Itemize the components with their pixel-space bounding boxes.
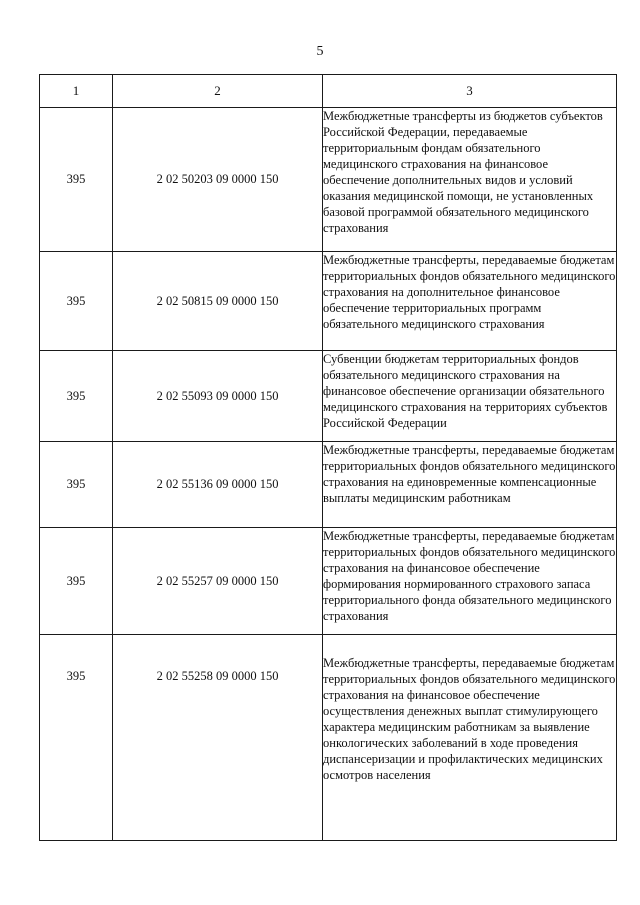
column-header-3: 3 xyxy=(323,75,617,108)
description-cell: Межбюджетные трансферты, передаваемые бюджетам территориальных фондов обязательного медицинского страхования на дополнительное финансовое обеспечение территориальных программ обязательного медицинского страхования xyxy=(323,252,617,351)
budget-code-cell: 2 02 50203 09 0000 150 xyxy=(113,108,323,252)
budget-code-cell: 2 02 55258 09 0000 150 xyxy=(113,635,323,841)
table-row xyxy=(40,528,617,635)
admin-code-cell: 395 xyxy=(40,108,113,252)
admin-code-cell: 395 xyxy=(40,442,113,528)
table-row xyxy=(40,351,617,442)
admin-code-cell: 395 xyxy=(40,528,113,635)
admin-code-cell: 395 xyxy=(40,252,113,351)
description-cell: Межбюджетные трансферты из бюджетов субъектов Российской Федерации, передаваемые территориальным фондам обязательного медицинского страхования на финансовое обеспечение дополнительных видов и условий оказания медицинской помощи, не установленных базовой программой обязательного медицинского страхования xyxy=(323,108,617,252)
admin-code-cell: 395 xyxy=(40,635,113,841)
column-header-1: 1 xyxy=(40,75,113,108)
budget-code-cell: 2 02 50815 09 0000 150 xyxy=(113,252,323,351)
budget-code-cell: 2 02 55136 09 0000 150 xyxy=(113,442,323,528)
table-row xyxy=(40,635,617,841)
table-row xyxy=(40,252,617,351)
description-cell: Субвенции бюджетам территориальных фондов обязательного медицинского страхования на финансовое обеспечение организации обязательного медицинского страхования на территориях субъектов Российской Федерации xyxy=(323,351,617,442)
table-row xyxy=(40,442,617,528)
table-header-row xyxy=(40,75,617,108)
budget-code-cell: 2 02 55093 09 0000 150 xyxy=(113,351,323,442)
page-number: 5 xyxy=(316,44,324,59)
budget-codes-table xyxy=(39,74,617,841)
description-cell: Межбюджетные трансферты, передаваемые бюджетам территориальных фондов обязательного медицинского страхования на финансовое обеспечение осуществления денежных выплат стимулирующего характера медицинским работникам за выявление онкологических заболеваний в ходе проведения диспансеризации и профилактических медицинских осмотров населения xyxy=(323,635,617,841)
column-header-2: 2 xyxy=(113,75,323,108)
budget-code-cell: 2 02 55257 09 0000 150 xyxy=(113,528,323,635)
table-row xyxy=(40,108,617,252)
description-cell: Межбюджетные трансферты, передаваемые бюджетам территориальных фондов обязательного медицинского страхования на финансовое обеспечение формирования нормированного страхового запаса территориального фонда обязательного медицинского страхования xyxy=(323,528,617,635)
description-cell: Межбюджетные трансферты, передаваемые бюджетам территориальных фондов обязательного медицинского страхования на единовременные компенсационные выплаты медицинским работникам xyxy=(323,442,617,528)
admin-code-cell: 395 xyxy=(40,351,113,442)
